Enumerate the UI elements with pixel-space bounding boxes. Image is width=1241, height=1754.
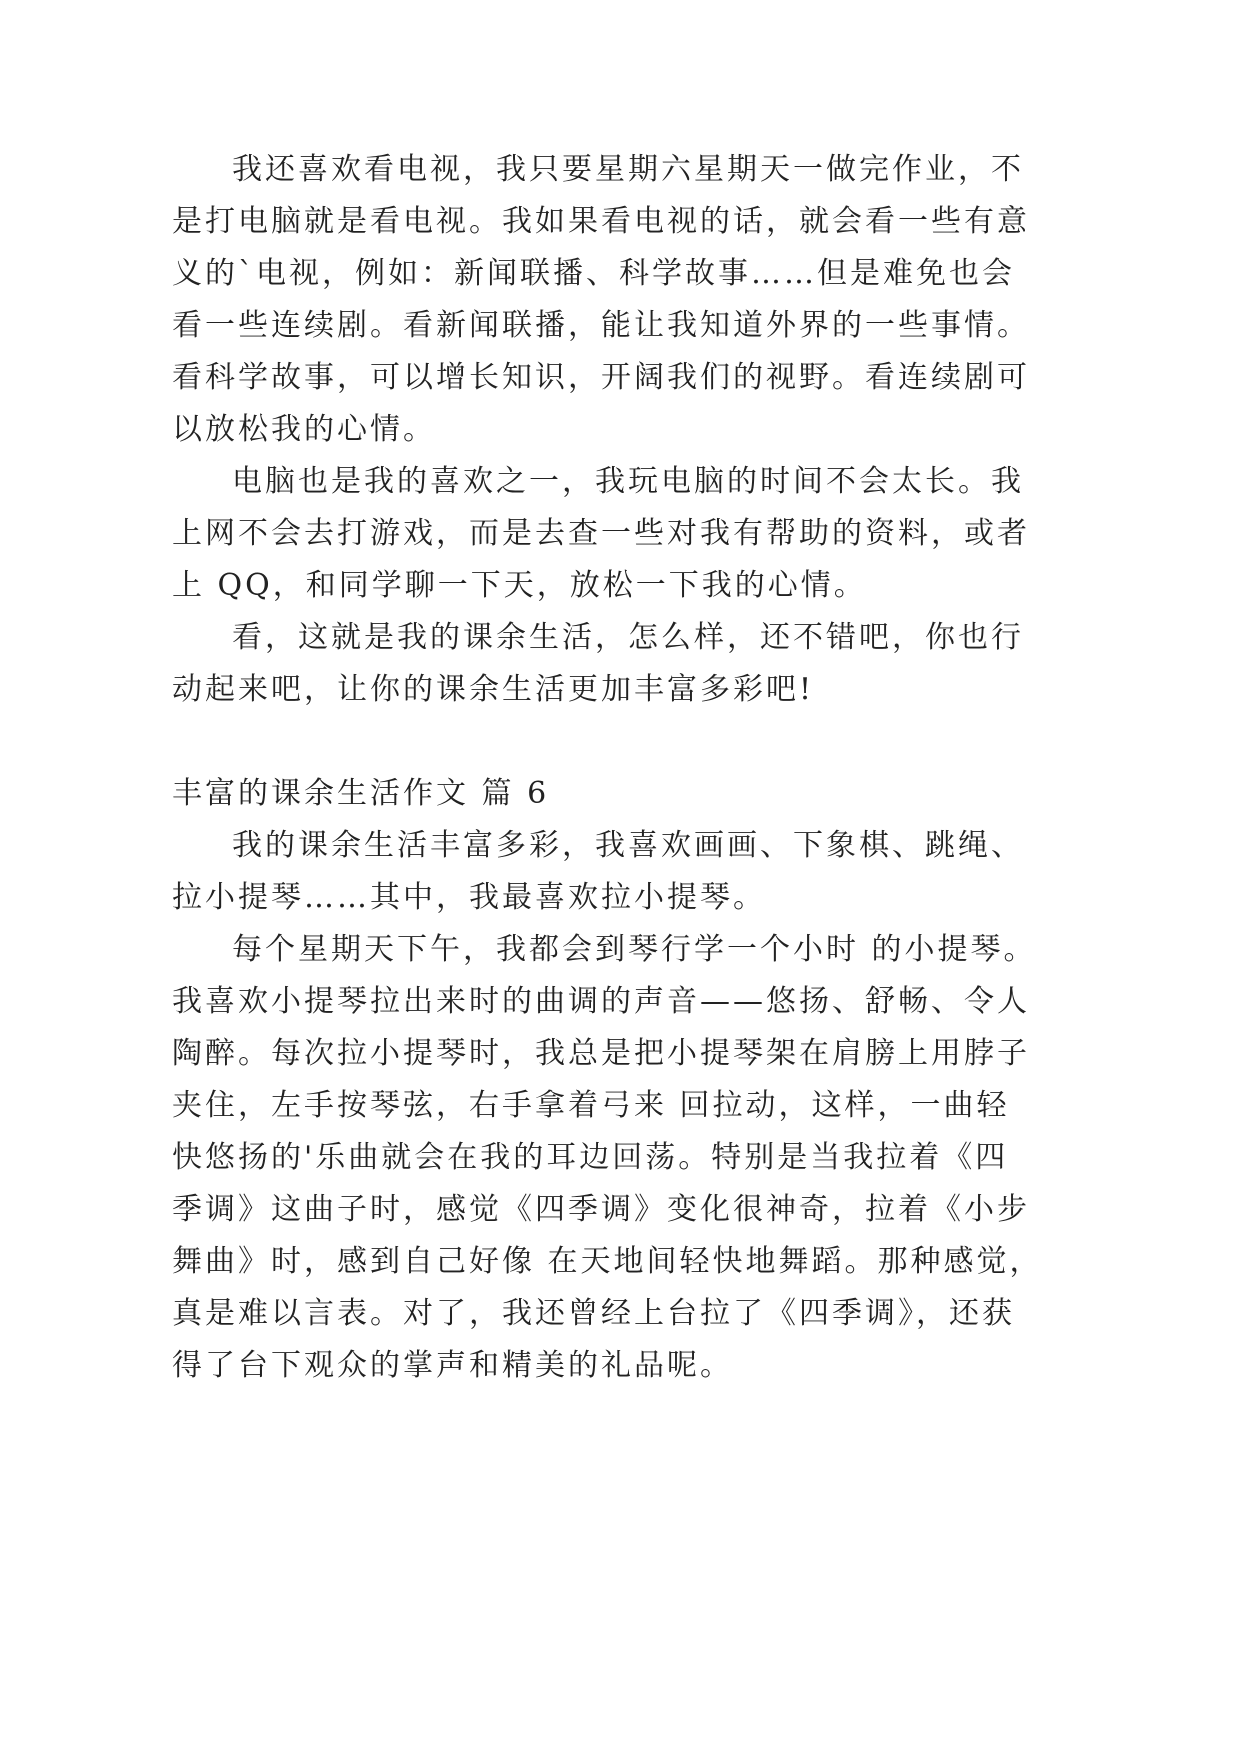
paragraph-line: 陶醉。每次拉小提琴时，我总是把小提琴架在肩膀上用脖子: [172, 1036, 1030, 1071]
paragraph-line: 看科学故事，可以增长知识，开阔我们的视野。看连续剧可: [172, 360, 1030, 395]
paragraph-line: 每个星期天下午，我都会到琴行学一个小时 的小提琴。: [232, 932, 1037, 967]
paragraph-line: 我的课余生活丰富多彩，我喜欢画画、下象棋、跳绳、: [232, 828, 1024, 863]
paragraph-line: 义的`电视，例如：新闻联播、科学故事……但是难免也会: [172, 256, 1015, 291]
paragraph-line: 是打电脑就是看电视。我如果看电视的话，就会看一些有意: [172, 204, 1030, 239]
paragraph-line: 舞曲》时，感到自己好像 在天地间轻快地舞蹈。那种感觉，: [172, 1244, 1043, 1279]
paragraph-line: 以放松我的心情。: [172, 412, 436, 447]
paragraph-line: 动起来吧，让你的课余生活更加丰富多彩吧!: [172, 672, 815, 707]
paragraph-line: 上 QQ，和同学聊一下天，放松一下我的心情。: [172, 568, 867, 603]
paragraph-line: 看一些连续剧。看新闻联播，能让我知道外界的一些事情。: [172, 308, 1030, 343]
paragraph-line: 看，这就是我的课余生活，怎么样，还不错吧，你也行: [232, 620, 1024, 655]
paragraph-line: 得了台下观众的掌声和精美的礼品呢。: [172, 1348, 733, 1383]
section-heading: 丰富的课余生活作文 篇 6: [172, 776, 550, 811]
paragraph-line: 我还喜欢看电视，我只要星期六星期天一做完作业，不: [232, 152, 1024, 187]
paragraph-line: 夹住，左手按琴弦，右手拿着弓来 回拉动，这样，一曲轻: [172, 1088, 1010, 1123]
paragraph-line: 快悠扬的'乐曲就会在我的耳边回荡。特别是当我拉着《四: [172, 1140, 1009, 1175]
paragraph-line: 电脑也是我的喜欢之一，我玩电脑的时间不会太长。我: [232, 464, 1024, 499]
paragraph-line: 真是难以言表。对了，我还曾经上台拉了《四季调》，还获: [172, 1296, 1015, 1331]
paragraph-line: 上网不会去打游戏，而是去查一些对我有帮助的资料，或者: [172, 516, 1030, 551]
paragraph-line: 拉小提琴……其中，我最喜欢拉小提琴。: [172, 880, 766, 915]
paragraph-line: 我喜欢小提琴拉出来时的曲调的声音——悠扬、舒畅、令人: [172, 984, 1030, 1019]
paragraph-line: 季调》这曲子时，感觉《四季调》变化很神奇，拉着《小步: [172, 1192, 1030, 1227]
